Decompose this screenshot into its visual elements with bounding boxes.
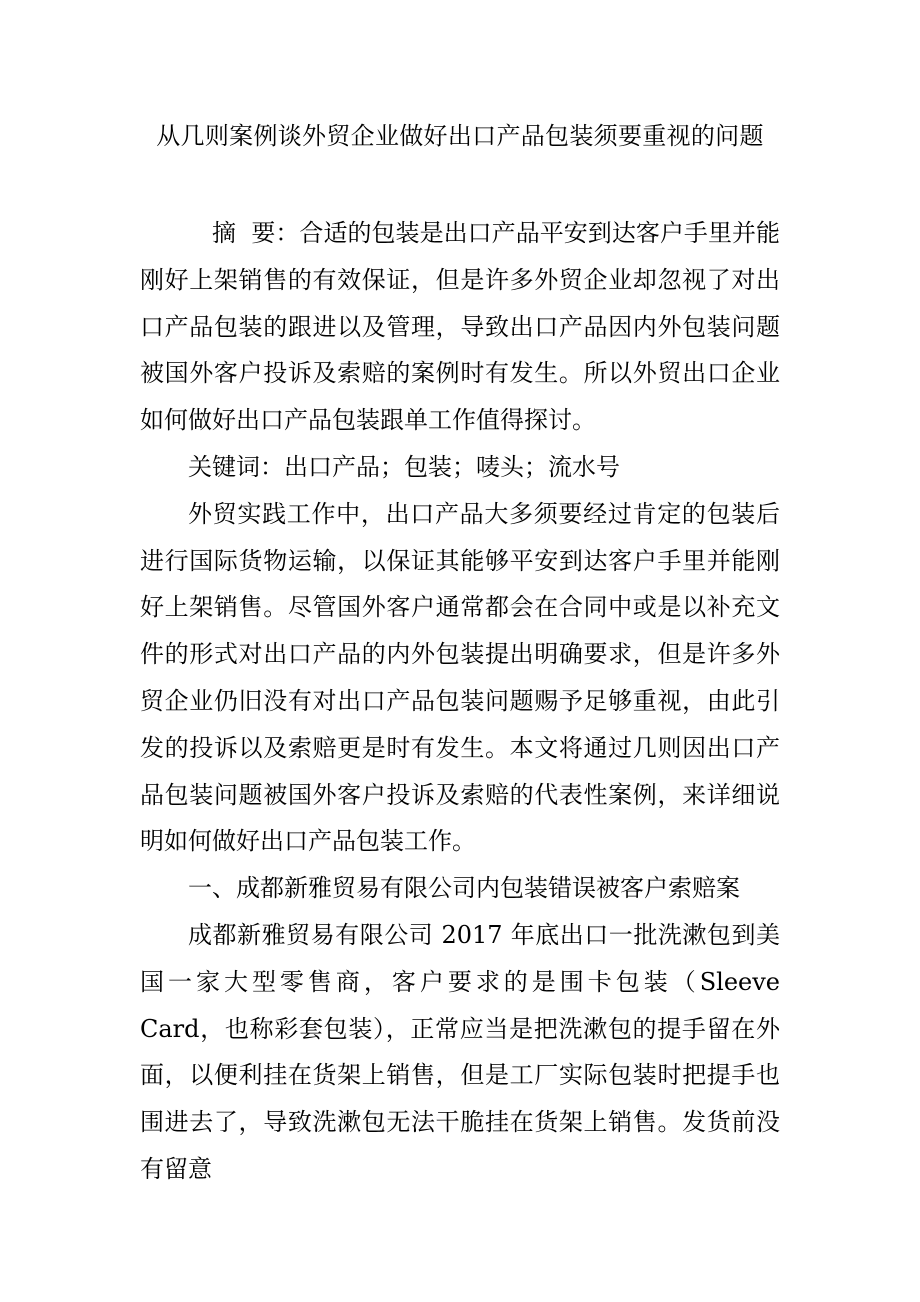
document-title: 从几则案例谈外贸企业做好出口产品包装须要重视的问题 — [156, 122, 764, 150]
abstract-label: 摘 要： — [212, 219, 300, 247]
keywords-paragraph — [140, 444, 780, 491]
intro-paragraph: 外贸实践工作中，出口产品大多须要经过肯定的包装后进行国际货物运输，以保证其能够平安到达客户手里并能刚好上架销售。尽管国外客户通常都会在合同中或是以补充文件的形式对出口产品的内外包装提出明确要求，但是许多外贸企业仍旧没有对出口产品包装问题赐予足够重视，由此引发的投诉以及索赔更是时有发生。本文将通过几则因出口产品包装问题被国外客户投诉及索赔的代表性案例，来详细说明如何做好出口产品包装工作。 — [140, 499, 780, 856]
abstract-text: 合适的包装是出口产品平安到达客户手里并能刚好上架销售的有效保证，但是许多外贸企业却忽视了对出口产品包装的跟进以及管理，导致出口产品因内外包装问题被国外客户投诉及索赔的案例时有发生。所以外贸出口企业如何做好出口产品包装跟单工作值得探讨。 — [140, 219, 781, 435]
keywords-label: 关键词： — [188, 452, 284, 481]
section1-heading: 一、成都新雅贸易有限公司内包装错误被客户索赔案 — [188, 874, 740, 903]
section1-paragraph: 成都新雅贸易有限公司 2017 年底出口一批洗漱包到美国一家大型零售商，客户要求的是围卡包装（Sleeve Card，也称彩套包装），正常应当是把洗漱包的提手留在外面，以便利挂在货架上销售，但是工厂实际包装时把提手也围进去了，导致洗漱包无法干脆挂在货架上销售。发货前没有留意 — [140, 920, 780, 1183]
abstract-paragraph — [140, 210, 780, 444]
document-body — [140, 210, 780, 1193]
keywords-text: 出口产品；包装；唛头；流水号 — [284, 452, 620, 481]
